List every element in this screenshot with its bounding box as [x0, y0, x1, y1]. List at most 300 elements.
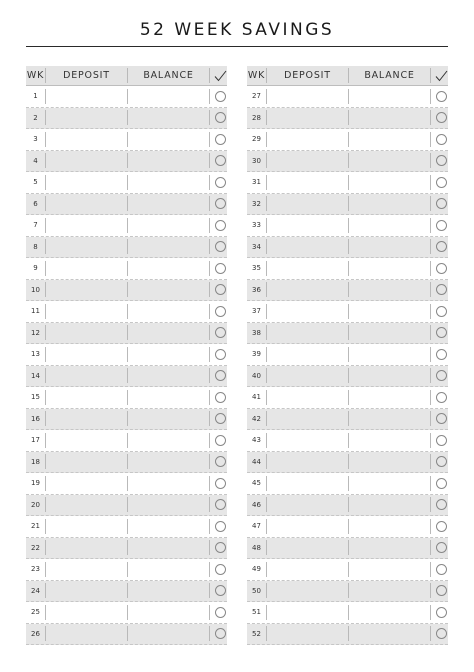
- circle-checkbox-icon[interactable]: [215, 392, 226, 403]
- checkbox-cell: [431, 392, 451, 403]
- deposit-field[interactable]: [267, 261, 348, 276]
- savings-table-right: [247, 66, 448, 645]
- circle-checkbox-icon[interactable]: [215, 413, 226, 424]
- week-number: 45: [252, 479, 261, 488]
- table-row: [247, 516, 448, 538]
- circle-checkbox-icon[interactable]: [215, 177, 226, 188]
- balance-field[interactable]: [349, 282, 430, 297]
- checkbox-cell: [431, 521, 451, 532]
- balance-field[interactable]: [349, 390, 430, 405]
- checkbox-cell: [431, 564, 451, 575]
- deposit-field[interactable]: [267, 626, 348, 641]
- table-header: [247, 66, 448, 86]
- week-number: 7: [33, 221, 38, 230]
- balance-field[interactable]: [349, 196, 430, 211]
- deposit-field[interactable]: [267, 282, 348, 297]
- checkbox-cell: [210, 349, 230, 360]
- deposit-field[interactable]: [267, 89, 348, 104]
- balance-field[interactable]: [128, 626, 209, 641]
- balance-field[interactable]: [128, 132, 209, 147]
- circle-checkbox-icon[interactable]: [215, 263, 226, 274]
- circle-checkbox-icon[interactable]: [215, 628, 226, 639]
- circle-checkbox-icon[interactable]: [436, 542, 447, 553]
- balance-field[interactable]: [128, 411, 209, 426]
- circle-checkbox-icon[interactable]: [436, 392, 447, 403]
- title-divider: [26, 46, 448, 47]
- balance-field[interactable]: [128, 196, 209, 211]
- circle-checkbox-icon[interactable]: [436, 521, 447, 532]
- table-row: [247, 409, 448, 431]
- table-row: [26, 387, 227, 409]
- circle-checkbox-icon[interactable]: [436, 263, 447, 274]
- circle-checkbox-icon[interactable]: [215, 349, 226, 360]
- checkbox-cell: [431, 542, 451, 553]
- week-number: 30: [252, 156, 261, 165]
- balance-field[interactable]: [128, 454, 209, 469]
- table-row: [26, 86, 227, 108]
- table-row: [26, 301, 227, 323]
- table-row: [26, 516, 227, 538]
- circle-checkbox-icon[interactable]: [215, 306, 226, 317]
- balance-field[interactable]: [349, 239, 430, 254]
- deposit-field[interactable]: [46, 411, 127, 426]
- checkbox-cell: [431, 306, 451, 317]
- balance-field[interactable]: [349, 476, 430, 491]
- circle-checkbox-icon[interactable]: [436, 413, 447, 424]
- circle-checkbox-icon[interactable]: [436, 564, 447, 575]
- checkbox-cell: [431, 370, 451, 381]
- week-number: 15: [31, 393, 40, 402]
- checkbox-cell: [210, 241, 230, 252]
- deposit-field[interactable]: [46, 497, 127, 512]
- balance-field[interactable]: [349, 218, 430, 233]
- balance-field[interactable]: [128, 239, 209, 254]
- deposit-field[interactable]: [46, 175, 127, 190]
- circle-checkbox-icon[interactable]: [215, 155, 226, 166]
- circle-checkbox-icon[interactable]: [436, 198, 447, 209]
- balance-field[interactable]: [128, 110, 209, 125]
- checkbox-cell: [431, 628, 451, 639]
- checkbox-cell: [210, 177, 230, 188]
- circle-checkbox-icon[interactable]: [215, 456, 226, 467]
- week-number: 26: [31, 629, 40, 638]
- table-row: [26, 624, 227, 646]
- table-row: [247, 301, 448, 323]
- balance-field[interactable]: [128, 476, 209, 491]
- balance-field[interactable]: [349, 89, 430, 104]
- table-row: [26, 473, 227, 495]
- balance-field[interactable]: [349, 433, 430, 448]
- deposit-field[interactable]: [46, 132, 127, 147]
- week-number: 49: [252, 565, 261, 574]
- week-number: 3: [33, 135, 38, 144]
- balance-field[interactable]: [128, 175, 209, 190]
- deposit-field[interactable]: [267, 347, 348, 362]
- table-row: [26, 237, 227, 259]
- balance-field[interactable]: [349, 540, 430, 555]
- deposit-field[interactable]: [267, 239, 348, 254]
- table-row: [247, 581, 448, 603]
- deposit-field[interactable]: [46, 368, 127, 383]
- deposit-field[interactable]: [267, 540, 348, 555]
- checkbox-cell: [431, 284, 451, 295]
- header-wk: WK: [247, 70, 266, 81]
- checkbox-cell: [210, 435, 230, 446]
- table-row: [247, 538, 448, 560]
- week-number: 28: [252, 113, 261, 122]
- deposit-field[interactable]: [267, 497, 348, 512]
- circle-checkbox-icon[interactable]: [215, 478, 226, 489]
- table-row: [26, 366, 227, 388]
- balance-field[interactable]: [349, 132, 430, 147]
- week-number: 44: [252, 457, 261, 466]
- circle-checkbox-icon[interactable]: [436, 499, 447, 510]
- checkbox-cell: [210, 220, 230, 231]
- checkbox-cell: [431, 349, 451, 360]
- week-number: 29: [252, 135, 261, 144]
- page-title: 52 WEEK SAVINGS: [139, 20, 335, 40]
- checkbox-cell: [210, 134, 230, 145]
- savings-table-left: [26, 66, 227, 645]
- deposit-field[interactable]: [267, 605, 348, 620]
- week-number: 25: [31, 608, 40, 617]
- table-row: [247, 473, 448, 495]
- checkbox-cell: [210, 370, 230, 381]
- deposit-field[interactable]: [267, 153, 348, 168]
- week-number: 10: [31, 285, 40, 294]
- table-row: [26, 194, 227, 216]
- week-number: 4: [33, 156, 38, 165]
- table-row: [26, 495, 227, 517]
- deposit-field[interactable]: [46, 605, 127, 620]
- circle-checkbox-icon[interactable]: [215, 91, 226, 102]
- checkbox-cell: [210, 112, 230, 123]
- circle-checkbox-icon[interactable]: [436, 370, 447, 381]
- checkbox-cell: [210, 284, 230, 295]
- circle-checkbox-icon[interactable]: [215, 542, 226, 553]
- checkbox-cell: [431, 198, 451, 209]
- deposit-field[interactable]: [267, 175, 348, 190]
- deposit-field[interactable]: [267, 196, 348, 211]
- header-deposit: DEPOSIT: [63, 70, 110, 81]
- deposit-field[interactable]: [46, 153, 127, 168]
- table-row: [26, 215, 227, 237]
- balance-field[interactable]: [128, 218, 209, 233]
- checkbox-cell: [431, 112, 451, 123]
- table-row: [26, 538, 227, 560]
- circle-checkbox-icon[interactable]: [215, 435, 226, 446]
- week-number: 21: [31, 522, 40, 531]
- table-row: [26, 430, 227, 452]
- balance-field[interactable]: [128, 325, 209, 340]
- circle-checkbox-icon[interactable]: [215, 585, 226, 596]
- week-number: 41: [252, 393, 261, 402]
- circle-checkbox-icon[interactable]: [436, 155, 447, 166]
- balance-field[interactable]: [349, 110, 430, 125]
- table-row: [26, 452, 227, 474]
- table-row: [26, 258, 227, 280]
- deposit-field[interactable]: [46, 540, 127, 555]
- deposit-field[interactable]: [46, 261, 127, 276]
- checkbox-cell: [210, 499, 230, 510]
- circle-checkbox-icon[interactable]: [436, 327, 447, 338]
- table-row: [26, 129, 227, 151]
- deposit-field[interactable]: [46, 390, 127, 405]
- deposit-field[interactable]: [46, 282, 127, 297]
- table-row: [247, 86, 448, 108]
- deposit-field[interactable]: [267, 390, 348, 405]
- check-icon: [210, 70, 230, 82]
- week-number: 18: [31, 457, 40, 466]
- balance-field[interactable]: [349, 153, 430, 168]
- balance-field[interactable]: [349, 261, 430, 276]
- deposit-field[interactable]: [267, 218, 348, 233]
- circle-checkbox-icon[interactable]: [215, 564, 226, 575]
- week-number: 47: [252, 522, 261, 531]
- circle-checkbox-icon[interactable]: [215, 112, 226, 123]
- table-row: [247, 559, 448, 581]
- circle-checkbox-icon[interactable]: [436, 134, 447, 145]
- balance-field[interactable]: [349, 626, 430, 641]
- table-row: [247, 151, 448, 173]
- week-number: 33: [252, 221, 261, 230]
- circle-checkbox-icon[interactable]: [436, 435, 447, 446]
- circle-checkbox-icon[interactable]: [436, 585, 447, 596]
- week-number: 37: [252, 307, 261, 316]
- circle-checkbox-icon[interactable]: [436, 628, 447, 639]
- table-row: [26, 409, 227, 431]
- week-number: 9: [33, 264, 38, 273]
- week-number: 50: [252, 586, 261, 595]
- deposit-field[interactable]: [46, 519, 127, 534]
- deposit-field[interactable]: [267, 325, 348, 340]
- balance-field[interactable]: [349, 454, 430, 469]
- balance-field[interactable]: [128, 497, 209, 512]
- week-number: 34: [252, 242, 261, 251]
- table-row: [26, 602, 227, 624]
- week-number: 2: [33, 113, 38, 122]
- deposit-field[interactable]: [267, 476, 348, 491]
- header-balance: BALANCE: [143, 70, 194, 81]
- checkbox-cell: [431, 585, 451, 596]
- balance-field[interactable]: [128, 153, 209, 168]
- week-number: 24: [31, 586, 40, 595]
- deposit-field[interactable]: [267, 562, 348, 577]
- deposit-field[interactable]: [46, 476, 127, 491]
- deposit-field[interactable]: [46, 325, 127, 340]
- week-number: 40: [252, 371, 261, 380]
- circle-checkbox-icon[interactable]: [436, 456, 447, 467]
- deposit-field[interactable]: [267, 132, 348, 147]
- checkbox-cell: [431, 155, 451, 166]
- checkbox-cell: [431, 456, 451, 467]
- circle-checkbox-icon[interactable]: [215, 521, 226, 532]
- balance-field[interactable]: [128, 519, 209, 534]
- balance-field[interactable]: [349, 411, 430, 426]
- week-number: 1: [33, 92, 38, 101]
- deposit-field[interactable]: [267, 110, 348, 125]
- checkbox-cell: [431, 478, 451, 489]
- circle-checkbox-icon[interactable]: [215, 607, 226, 618]
- deposit-field[interactable]: [267, 304, 348, 319]
- week-number: 17: [31, 436, 40, 445]
- table-row: [247, 323, 448, 345]
- deposit-field[interactable]: [46, 583, 127, 598]
- table-row: [26, 323, 227, 345]
- week-number: 12: [31, 328, 40, 337]
- circle-checkbox-icon[interactable]: [215, 198, 226, 209]
- table-row: [247, 194, 448, 216]
- balance-field[interactable]: [128, 583, 209, 598]
- table-row: [247, 495, 448, 517]
- balance-field[interactable]: [128, 304, 209, 319]
- deposit-field[interactable]: [267, 519, 348, 534]
- deposit-field[interactable]: [267, 583, 348, 598]
- checkbox-cell: [210, 585, 230, 596]
- checkbox-cell: [210, 327, 230, 338]
- circle-checkbox-icon[interactable]: [436, 241, 447, 252]
- circle-checkbox-icon[interactable]: [436, 112, 447, 123]
- week-number: 51: [252, 608, 261, 617]
- table-row: [247, 172, 448, 194]
- table-row: [26, 172, 227, 194]
- balance-field[interactable]: [349, 519, 430, 534]
- circle-checkbox-icon[interactable]: [215, 370, 226, 381]
- checkbox-cell: [210, 564, 230, 575]
- balance-field[interactable]: [128, 433, 209, 448]
- balance-field[interactable]: [349, 304, 430, 319]
- week-number: 22: [31, 543, 40, 552]
- balance-field[interactable]: [349, 347, 430, 362]
- balance-field[interactable]: [349, 497, 430, 512]
- week-number: 5: [33, 178, 38, 187]
- checkbox-cell: [210, 392, 230, 403]
- week-number: 52: [252, 629, 261, 638]
- deposit-field[interactable]: [267, 411, 348, 426]
- table-row: [247, 258, 448, 280]
- balance-field[interactable]: [349, 175, 430, 190]
- week-number: 36: [252, 285, 261, 294]
- deposit-field[interactable]: [267, 454, 348, 469]
- balance-field[interactable]: [349, 325, 430, 340]
- balance-field[interactable]: [128, 347, 209, 362]
- week-number: 6: [33, 199, 38, 208]
- checkbox-cell: [210, 198, 230, 209]
- checkbox-cell: [210, 91, 230, 102]
- week-number: 14: [31, 371, 40, 380]
- circle-checkbox-icon[interactable]: [215, 284, 226, 295]
- deposit-field[interactable]: [46, 218, 127, 233]
- table-row: [247, 129, 448, 151]
- checkbox-cell: [431, 499, 451, 510]
- table-row: [26, 581, 227, 603]
- table-row: [247, 624, 448, 646]
- circle-checkbox-icon[interactable]: [215, 134, 226, 145]
- table-row: [247, 430, 448, 452]
- balance-field[interactable]: [128, 89, 209, 104]
- deposit-field[interactable]: [46, 454, 127, 469]
- circle-checkbox-icon[interactable]: [436, 220, 447, 231]
- circle-checkbox-icon[interactable]: [215, 241, 226, 252]
- balance-field[interactable]: [349, 583, 430, 598]
- circle-checkbox-icon[interactable]: [436, 177, 447, 188]
- table-header: [26, 66, 227, 86]
- table-row: [247, 387, 448, 409]
- deposit-field[interactable]: [46, 304, 127, 319]
- checkbox-cell: [210, 413, 230, 424]
- deposit-field[interactable]: [46, 196, 127, 211]
- deposit-field[interactable]: [46, 562, 127, 577]
- circle-checkbox-icon[interactable]: [215, 220, 226, 231]
- week-number: 20: [31, 500, 40, 509]
- table-row: [247, 344, 448, 366]
- circle-checkbox-icon[interactable]: [436, 91, 447, 102]
- deposit-field[interactable]: [46, 89, 127, 104]
- table-body: [26, 86, 227, 645]
- week-number: 23: [31, 565, 40, 574]
- balance-field[interactable]: [128, 562, 209, 577]
- week-number: 31: [252, 178, 261, 187]
- balance-field[interactable]: [128, 261, 209, 276]
- checkbox-cell: [431, 435, 451, 446]
- circle-checkbox-icon[interactable]: [436, 284, 447, 295]
- week-number: 48: [252, 543, 261, 552]
- deposit-field[interactable]: [267, 433, 348, 448]
- circle-checkbox-icon[interactable]: [436, 478, 447, 489]
- balance-field[interactable]: [128, 390, 209, 405]
- deposit-field[interactable]: [267, 368, 348, 383]
- table-row: [26, 151, 227, 173]
- circle-checkbox-icon[interactable]: [436, 306, 447, 317]
- checkbox-cell: [210, 607, 230, 618]
- deposit-field[interactable]: [46, 347, 127, 362]
- balance-field[interactable]: [128, 540, 209, 555]
- deposit-field[interactable]: [46, 626, 127, 641]
- checkbox-cell: [431, 607, 451, 618]
- checkbox-cell: [210, 155, 230, 166]
- balance-field[interactable]: [349, 605, 430, 620]
- circle-checkbox-icon[interactable]: [215, 499, 226, 510]
- week-number: 27: [252, 92, 261, 101]
- balance-field[interactable]: [349, 562, 430, 577]
- balance-field[interactable]: [128, 368, 209, 383]
- circle-checkbox-icon[interactable]: [436, 607, 447, 618]
- week-number: 19: [31, 479, 40, 488]
- balance-field[interactable]: [128, 605, 209, 620]
- balance-field[interactable]: [349, 368, 430, 383]
- checkbox-cell: [431, 241, 451, 252]
- checkbox-cell: [210, 521, 230, 532]
- table-row: [247, 108, 448, 130]
- deposit-field[interactable]: [46, 110, 127, 125]
- deposit-field[interactable]: [46, 239, 127, 254]
- table-row: [247, 452, 448, 474]
- deposit-field[interactable]: [46, 433, 127, 448]
- checkbox-cell: [210, 263, 230, 274]
- checkbox-cell: [431, 413, 451, 424]
- table-row: [26, 559, 227, 581]
- checkbox-cell: [210, 306, 230, 317]
- header-wk: WK: [26, 70, 45, 81]
- checkbox-cell: [210, 478, 230, 489]
- header-deposit: DEPOSIT: [284, 70, 331, 81]
- checkbox-cell: [431, 220, 451, 231]
- balance-field[interactable]: [128, 282, 209, 297]
- checkbox-cell: [431, 134, 451, 145]
- checkbox-cell: [431, 91, 451, 102]
- circle-checkbox-icon[interactable]: [436, 349, 447, 360]
- circle-checkbox-icon[interactable]: [215, 327, 226, 338]
